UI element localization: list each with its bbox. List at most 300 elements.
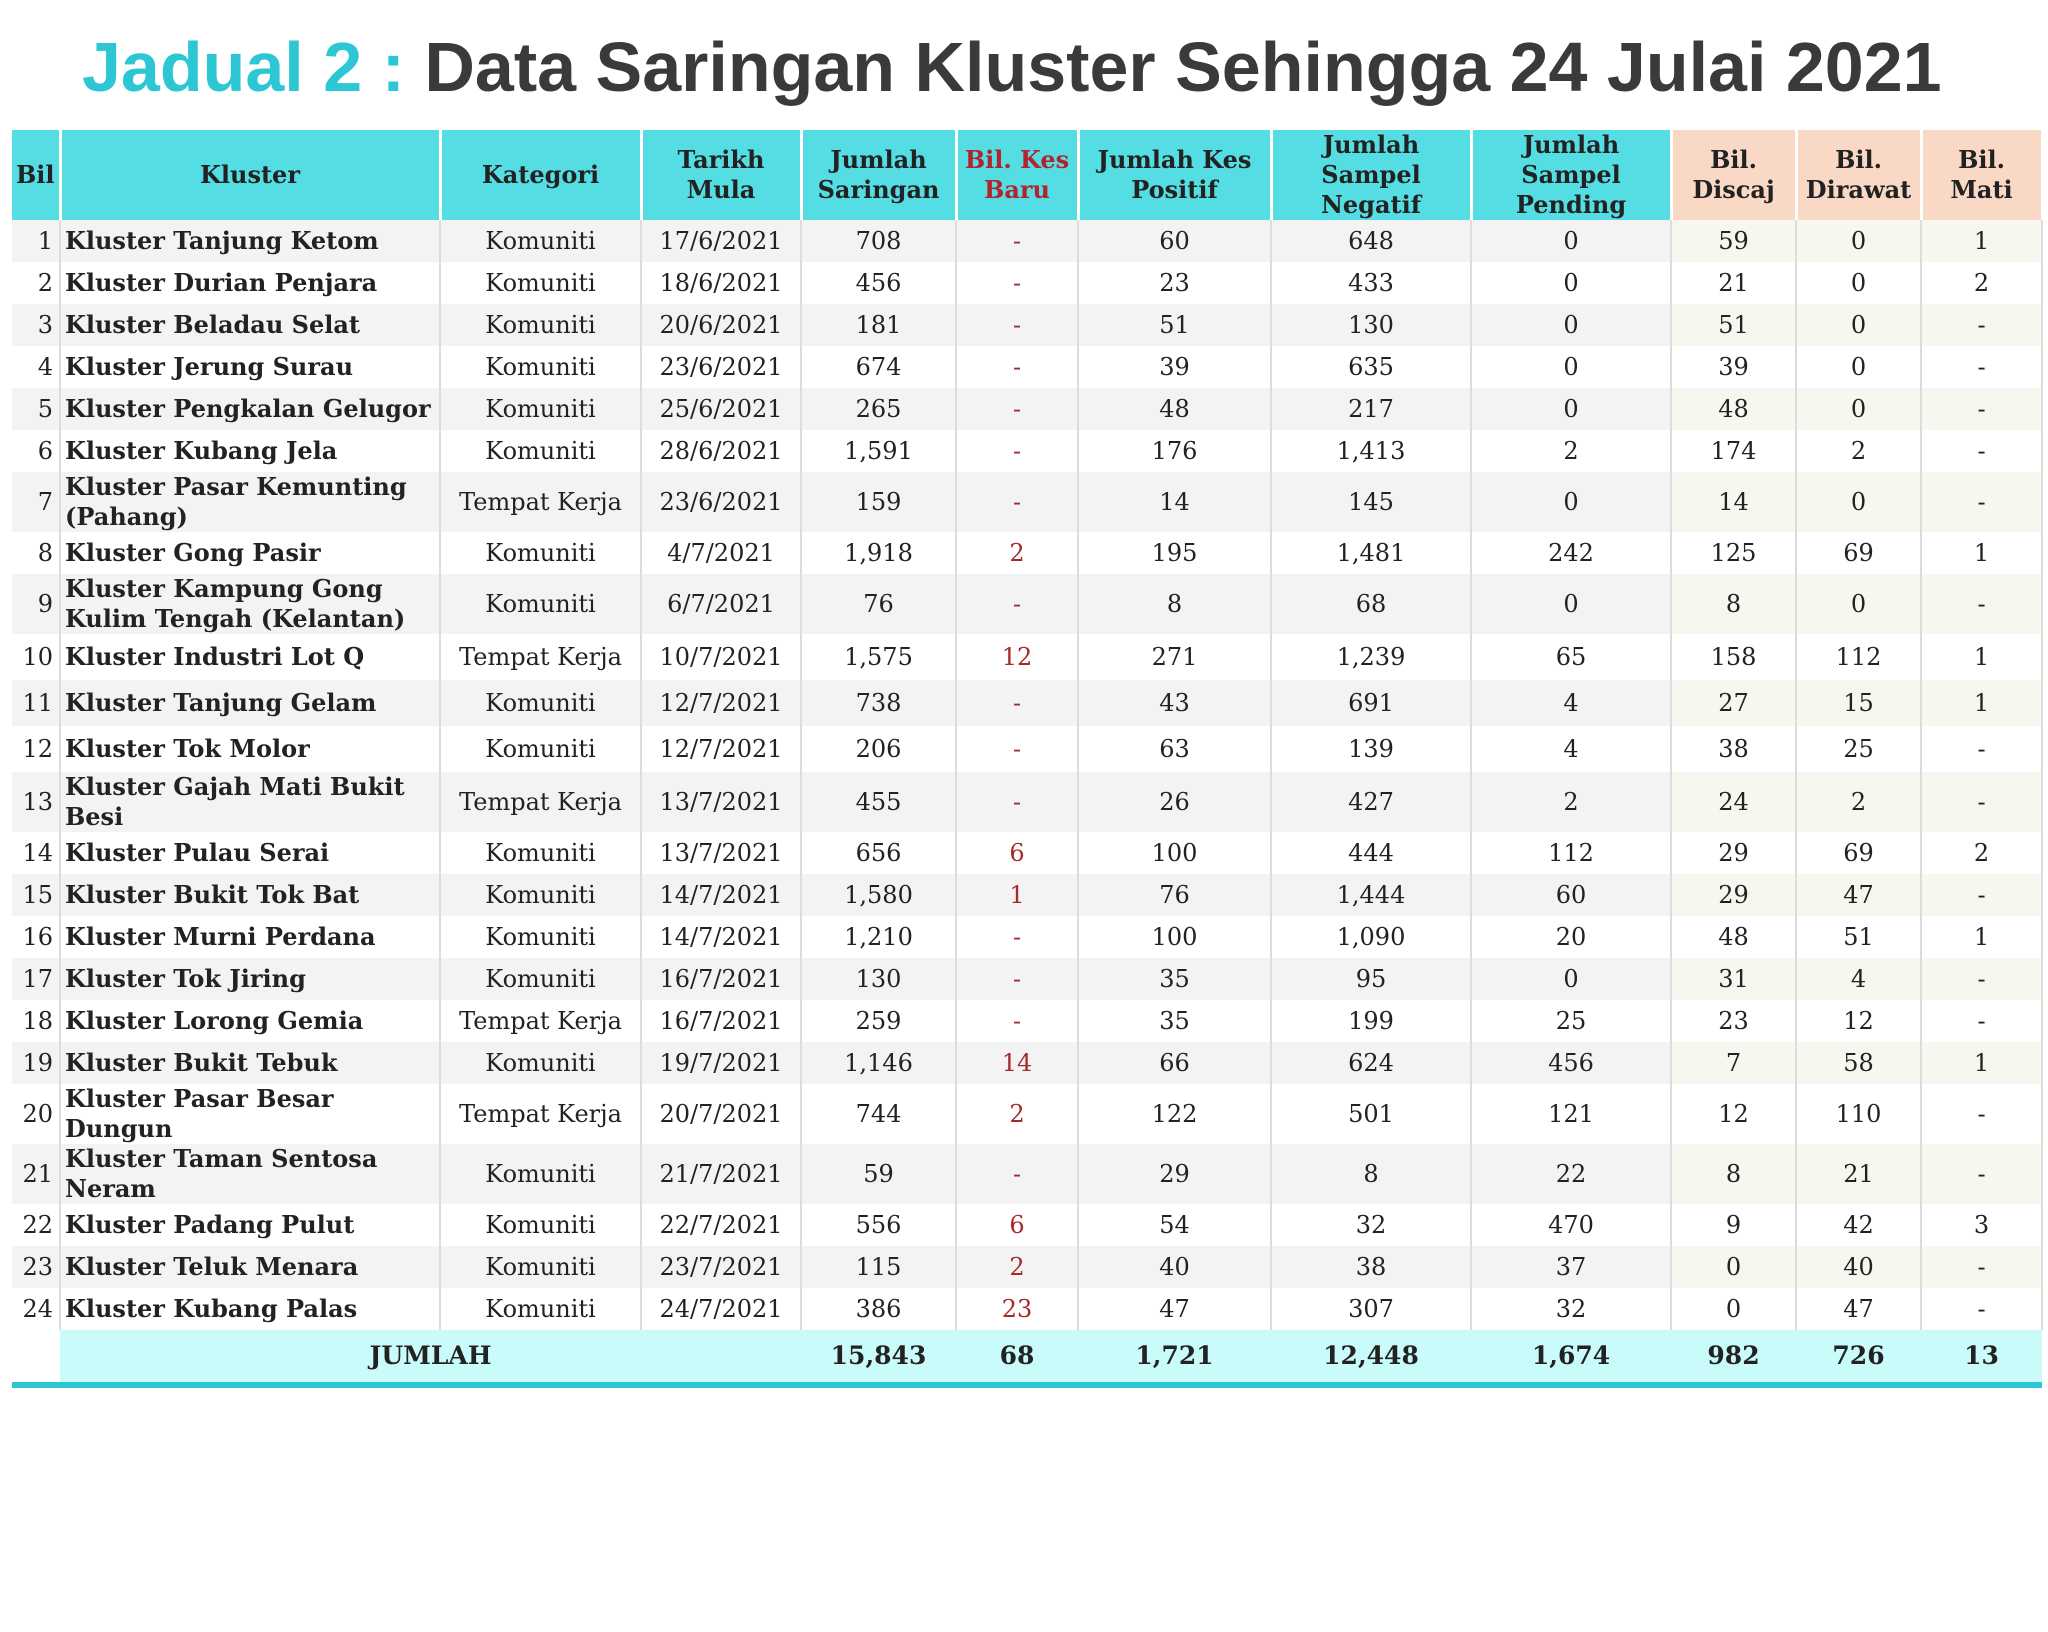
cell-bil: 22: [12, 1204, 60, 1246]
cell-jumlah-sampel-pending: 60: [1471, 874, 1671, 916]
header-row: [12, 130, 2042, 220]
cell-bil-dirawat: 2: [1796, 772, 1921, 832]
page-title: [82, 22, 1942, 112]
cell-jumlah-sampel-negatif: 217: [1271, 388, 1471, 430]
cell-jumlah-kes-positif: 76: [1078, 874, 1271, 916]
cell-bil-dirawat: 4: [1796, 958, 1921, 1000]
cell-jumlah-sampel-pending: 22: [1471, 1144, 1671, 1204]
cell-tarikh-mula: 18/6/2021: [641, 262, 801, 304]
cell-jumlah-saringan: 115: [801, 1246, 956, 1288]
cell-jumlah-kes-positif: 100: [1078, 916, 1271, 958]
total-jumlah-sampel-pending: 1,674: [1471, 1330, 1671, 1385]
cell-kluster: Kluster Tok Jiring: [60, 958, 440, 1000]
cell-bil-mati: -: [1921, 430, 2042, 472]
cell-bil: 21: [12, 1144, 60, 1204]
cell-kluster: Kluster Jerung Surau: [60, 346, 440, 388]
cell-bil: 20: [12, 1084, 60, 1144]
cell-kategori: Tempat Kerja: [440, 1000, 641, 1042]
cell-bil-mati: -: [1921, 472, 2042, 532]
cell-jumlah-saringan: 130: [801, 958, 956, 1000]
cell-tarikh-mula: 17/6/2021: [641, 220, 801, 262]
cell-bil-kes-baru: -: [956, 574, 1078, 634]
cell-bil-mati: 2: [1921, 832, 2042, 874]
cell-kategori: Komuniti: [440, 220, 641, 262]
col-header-bil-dirawat: Bil. Dirawat: [1796, 130, 1921, 220]
cell-bil-kes-baru: 2: [956, 1246, 1078, 1288]
cell-bil-dirawat: 0: [1796, 304, 1921, 346]
cell-tarikh-mula: 6/7/2021: [641, 574, 801, 634]
cell-bil: 9: [12, 574, 60, 634]
cell-jumlah-sampel-negatif: 624: [1271, 1042, 1471, 1084]
cell-tarikh-mula: 14/7/2021: [641, 874, 801, 916]
cell-jumlah-sampel-pending: 4: [1471, 726, 1671, 772]
cell-jumlah-kes-positif: 176: [1078, 430, 1271, 472]
cell-bil-dirawat: 51: [1796, 916, 1921, 958]
table-row: [12, 1084, 2042, 1144]
cell-bil: 14: [12, 832, 60, 874]
cell-kategori: Komuniti: [440, 304, 641, 346]
cell-jumlah-sampel-pending: 2: [1471, 772, 1671, 832]
cell-jumlah-sampel-pending: 0: [1471, 346, 1671, 388]
table-row: [12, 1000, 2042, 1042]
cell-jumlah-saringan: 708: [801, 220, 956, 262]
cell-bil: 19: [12, 1042, 60, 1084]
cell-tarikh-mula: 13/7/2021: [641, 832, 801, 874]
cell-bil-kes-baru: -: [956, 772, 1078, 832]
cell-jumlah-sampel-negatif: 691: [1271, 680, 1471, 726]
cluster-table: [12, 130, 2044, 1388]
cell-bil-discaj: 39: [1671, 346, 1796, 388]
cell-kluster: Kluster Durian Penjara: [60, 262, 440, 304]
cell-bil-mati: 1: [1921, 220, 2042, 262]
cell-kluster: Kluster Industri Lot Q: [60, 634, 440, 680]
cell-jumlah-sampel-pending: 25: [1471, 1000, 1671, 1042]
cell-kluster: Kluster Kubang Jela: [60, 430, 440, 472]
cell-bil: 13: [12, 772, 60, 832]
cell-bil: 12: [12, 726, 60, 772]
cell-bil-discaj: 23: [1671, 1000, 1796, 1042]
table-body: [12, 220, 2042, 1330]
cell-jumlah-sampel-pending: 242: [1471, 532, 1671, 574]
cell-jumlah-sampel-negatif: 95: [1271, 958, 1471, 1000]
cell-bil-dirawat: 2: [1796, 430, 1921, 472]
cell-kluster: Kluster Taman Sentosa Neram: [60, 1144, 440, 1204]
cell-tarikh-mula: 19/7/2021: [641, 1042, 801, 1084]
cell-jumlah-sampel-negatif: 1,481: [1271, 532, 1471, 574]
cell-bil: 18: [12, 1000, 60, 1042]
cell-jumlah-kes-positif: 39: [1078, 346, 1271, 388]
cell-bil-mati: -: [1921, 874, 2042, 916]
total-bil-mati: 13: [1921, 1330, 2042, 1385]
cell-bil-discaj: 9: [1671, 1204, 1796, 1246]
col-header-tarikh-mula: Tarikh Mula: [641, 130, 801, 220]
cell-tarikh-mula: 23/6/2021: [641, 472, 801, 532]
cell-kategori: Komuniti: [440, 388, 641, 430]
cell-kluster: Kluster Gajah Mati Bukit Besi: [60, 772, 440, 832]
cell-jumlah-sampel-negatif: 1,239: [1271, 634, 1471, 680]
cell-bil: 23: [12, 1246, 60, 1288]
col-header-bil-kes-baru: [956, 130, 1078, 220]
cell-bil-discaj: 14: [1671, 472, 1796, 532]
cell-jumlah-sampel-negatif: 501: [1271, 1084, 1471, 1144]
cell-bil: 2: [12, 262, 60, 304]
cell-jumlah-sampel-pending: 4: [1471, 680, 1671, 726]
cell-jumlah-sampel-negatif: 444: [1271, 832, 1471, 874]
cell-bil-discaj: 0: [1671, 1246, 1796, 1288]
table-row: [12, 1246, 2042, 1288]
table-row: [12, 346, 2042, 388]
cell-jumlah-sampel-pending: 0: [1471, 958, 1671, 1000]
cell-jumlah-sampel-negatif: 1,444: [1271, 874, 1471, 916]
cell-kategori: Komuniti: [440, 346, 641, 388]
cell-jumlah-sampel-negatif: 139: [1271, 726, 1471, 772]
table-row: [12, 388, 2042, 430]
cell-jumlah-kes-positif: 40: [1078, 1246, 1271, 1288]
cell-kluster: Kluster Pasar Besar Dungun: [60, 1084, 440, 1144]
cell-bil-dirawat: 69: [1796, 832, 1921, 874]
cell-bil: 1: [12, 220, 60, 262]
cell-kluster: Kluster Lorong Gemia: [60, 1000, 440, 1042]
cell-bil-discaj: 24: [1671, 772, 1796, 832]
cell-kluster: Kluster Tanjung Gelam: [60, 680, 440, 726]
cell-tarikh-mula: 21/7/2021: [641, 1144, 801, 1204]
cell-jumlah-saringan: 455: [801, 772, 956, 832]
cell-bil-dirawat: 69: [1796, 532, 1921, 574]
cell-bil-dirawat: 40: [1796, 1246, 1921, 1288]
cell-bil: 4: [12, 346, 60, 388]
cell-bil: 15: [12, 874, 60, 916]
cell-jumlah-kes-positif: 23: [1078, 262, 1271, 304]
cell-bil-mati: 1: [1921, 1042, 2042, 1084]
cell-bil-discaj: 7: [1671, 1042, 1796, 1084]
cell-jumlah-sampel-pending: 112: [1471, 832, 1671, 874]
cell-jumlah-sampel-pending: 470: [1471, 1204, 1671, 1246]
cell-tarikh-mula: 20/6/2021: [641, 304, 801, 346]
cell-jumlah-saringan: 1,918: [801, 532, 956, 574]
cell-bil-mati: 3: [1921, 1204, 2042, 1246]
cell-bil-discaj: 29: [1671, 832, 1796, 874]
cell-jumlah-sampel-pending: 0: [1471, 220, 1671, 262]
cell-jumlah-kes-positif: 48: [1078, 388, 1271, 430]
cell-tarikh-mula: 4/7/2021: [641, 532, 801, 574]
cell-tarikh-mula: 23/6/2021: [641, 346, 801, 388]
cell-bil-kes-baru: 2: [956, 1084, 1078, 1144]
cell-kluster: Kluster Teluk Menara: [60, 1246, 440, 1288]
cell-jumlah-saringan: 386: [801, 1288, 956, 1330]
table-row: [12, 916, 2042, 958]
cell-kluster: Kluster Gong Pasir: [60, 532, 440, 574]
cell-bil-discaj: 38: [1671, 726, 1796, 772]
cell-kluster: Kluster Tanjung Ketom: [60, 220, 440, 262]
cell-tarikh-mula: 14/7/2021: [641, 916, 801, 958]
cell-bil-mati: -: [1921, 958, 2042, 1000]
cell-jumlah-saringan: 59: [801, 1144, 956, 1204]
cell-jumlah-sampel-pending: 0: [1471, 304, 1671, 346]
cell-bil-dirawat: 0: [1796, 472, 1921, 532]
cell-jumlah-sampel-negatif: 145: [1271, 472, 1471, 532]
cell-kategori: Komuniti: [440, 532, 641, 574]
cell-bil-mati: 1: [1921, 680, 2042, 726]
cell-bil-mati: -: [1921, 1084, 2042, 1144]
cell-jumlah-sampel-pending: 20: [1471, 916, 1671, 958]
cell-jumlah-saringan: 1,210: [801, 916, 956, 958]
cell-jumlah-sampel-negatif: 8: [1271, 1144, 1471, 1204]
cell-kluster: Kluster Pulau Serai: [60, 832, 440, 874]
cell-jumlah-kes-positif: 122: [1078, 1084, 1271, 1144]
cell-jumlah-saringan: 181: [801, 304, 956, 346]
cell-bil-kes-baru: 2: [956, 532, 1078, 574]
cell-kluster: Kluster Kampung Gong Kulim Tengah (Kelantan): [60, 574, 440, 634]
col-header-kategori: Kategori: [440, 130, 641, 220]
cell-jumlah-kes-positif: 29: [1078, 1144, 1271, 1204]
cell-jumlah-sampel-negatif: 68: [1271, 574, 1471, 634]
cell-jumlah-kes-positif: 14: [1078, 472, 1271, 532]
cell-bil-kes-baru: -: [956, 388, 1078, 430]
cell-tarikh-mula: 22/7/2021: [641, 1204, 801, 1246]
cell-jumlah-saringan: 674: [801, 346, 956, 388]
total-bil-kes-baru: 68: [956, 1330, 1078, 1385]
cell-kategori: Komuniti: [440, 1288, 641, 1330]
cell-bil-dirawat: 110: [1796, 1084, 1921, 1144]
cell-bil-discaj: 174: [1671, 430, 1796, 472]
cell-jumlah-sampel-pending: 37: [1471, 1246, 1671, 1288]
cell-bil-discaj: 51: [1671, 304, 1796, 346]
cell-bil-kes-baru: 12: [956, 634, 1078, 680]
cell-jumlah-saringan: 76: [801, 574, 956, 634]
cell-tarikh-mula: 16/7/2021: [641, 958, 801, 1000]
cell-bil-discaj: 8: [1671, 574, 1796, 634]
cell-bil: 7: [12, 472, 60, 532]
cell-tarikh-mula: 16/7/2021: [641, 1000, 801, 1042]
cell-bil-discaj: 158: [1671, 634, 1796, 680]
cell-bil-kes-baru: -: [956, 726, 1078, 772]
cell-kategori: Komuniti: [440, 1042, 641, 1084]
cell-bil-discaj: 21: [1671, 262, 1796, 304]
table-row: [12, 726, 2042, 772]
cell-bil-kes-baru: 6: [956, 1204, 1078, 1246]
cell-bil-kes-baru: -: [956, 262, 1078, 304]
col-header-kluster: Kluster: [60, 130, 440, 220]
col-header-bil: Bil: [12, 130, 60, 220]
cell-jumlah-kes-positif: 195: [1078, 532, 1271, 574]
cell-bil-mati: -: [1921, 772, 2042, 832]
cell-jumlah-saringan: 656: [801, 832, 956, 874]
cell-bil-kes-baru: 6: [956, 832, 1078, 874]
cell-jumlah-sampel-pending: 65: [1471, 634, 1671, 680]
cell-bil-dirawat: 0: [1796, 388, 1921, 430]
cell-jumlah-kes-positif: 66: [1078, 1042, 1271, 1084]
cell-bil-mati: -: [1921, 1144, 2042, 1204]
cell-jumlah-saringan: 265: [801, 388, 956, 430]
cell-jumlah-sampel-negatif: 1,090: [1271, 916, 1471, 958]
total-jumlah-kes-positif: 1,721: [1078, 1330, 1271, 1385]
cell-jumlah-saringan: 1,146: [801, 1042, 956, 1084]
cell-jumlah-sampel-pending: 121: [1471, 1084, 1671, 1144]
table-row: [12, 832, 2042, 874]
cell-bil-mati: -: [1921, 304, 2042, 346]
cell-bil-discaj: 48: [1671, 916, 1796, 958]
cell-bil-dirawat: 112: [1796, 634, 1921, 680]
cell-jumlah-saringan: 1,580: [801, 874, 956, 916]
cell-kategori: Komuniti: [440, 874, 641, 916]
total-jumlah-saringan: 15,843: [801, 1330, 956, 1385]
total-bil-dirawat: 726: [1796, 1330, 1921, 1385]
table-row: [12, 1042, 2042, 1084]
cell-jumlah-kes-positif: 100: [1078, 832, 1271, 874]
cell-jumlah-sampel-pending: 32: [1471, 1288, 1671, 1330]
cell-kluster: Kluster Pasar Kemunting (Pahang): [60, 472, 440, 532]
cell-kategori: Komuniti: [440, 1246, 641, 1288]
cell-bil-discaj: 59: [1671, 220, 1796, 262]
cell-jumlah-kes-positif: 26: [1078, 772, 1271, 832]
cell-bil: 10: [12, 634, 60, 680]
cell-jumlah-sampel-negatif: 648: [1271, 220, 1471, 262]
cell-kluster: Kluster Beladau Selat: [60, 304, 440, 346]
cell-jumlah-kes-positif: 271: [1078, 634, 1271, 680]
cell-kategori: Komuniti: [440, 958, 641, 1000]
col-header-bil-discaj: Bil. Discaj: [1671, 130, 1796, 220]
total-bil-discaj: 982: [1671, 1330, 1796, 1385]
total-jumlah-sampel-negatif: 12,448: [1271, 1330, 1471, 1385]
table-row: [12, 634, 2042, 680]
cell-bil: 24: [12, 1288, 60, 1330]
cell-bil-kes-baru: -: [956, 304, 1078, 346]
cell-tarikh-mula: 12/7/2021: [641, 726, 801, 772]
cell-jumlah-kes-positif: 60: [1078, 220, 1271, 262]
cell-jumlah-sampel-pending: 0: [1471, 574, 1671, 634]
table-row: [12, 262, 2042, 304]
table-row: [12, 472, 2042, 532]
cell-jumlah-kes-positif: 54: [1078, 1204, 1271, 1246]
cell-bil-discaj: 27: [1671, 680, 1796, 726]
cell-jumlah-sampel-negatif: 199: [1271, 1000, 1471, 1042]
cell-jumlah-sampel-negatif: 433: [1271, 262, 1471, 304]
cell-bil-mati: -: [1921, 726, 2042, 772]
cell-bil-dirawat: 42: [1796, 1204, 1921, 1246]
col-header-jumlah-saringan: Jumlah Saringan: [801, 130, 956, 220]
cell-jumlah-kes-positif: 63: [1078, 726, 1271, 772]
table-row: [12, 304, 2042, 346]
cell-bil-mati: 1: [1921, 634, 2042, 680]
cell-bil: 11: [12, 680, 60, 726]
table-row: [12, 1144, 2042, 1204]
cell-kategori: Komuniti: [440, 832, 641, 874]
cell-kluster: Kluster Bukit Tok Bat: [60, 874, 440, 916]
cell-bil-discaj: 0: [1671, 1288, 1796, 1330]
cell-bil-discaj: 48: [1671, 388, 1796, 430]
cell-bil-kes-baru: -: [956, 916, 1078, 958]
cell-bil-kes-baru: -: [956, 680, 1078, 726]
cell-bil-mati: -: [1921, 574, 2042, 634]
cell-kategori: Tempat Kerja: [440, 772, 641, 832]
cell-bil-mati: -: [1921, 1246, 2042, 1288]
cell-jumlah-sampel-negatif: 427: [1271, 772, 1471, 832]
cell-jumlah-sampel-pending: 2: [1471, 430, 1671, 472]
cell-bil: 3: [12, 304, 60, 346]
cell-kluster: Kluster Kubang Palas: [60, 1288, 440, 1330]
table-row: [12, 532, 2042, 574]
title-prefix: Jadual 2 :: [82, 28, 405, 106]
cell-jumlah-sampel-negatif: 32: [1271, 1204, 1471, 1246]
cell-bil-kes-baru: 1: [956, 874, 1078, 916]
cell-kluster: Kluster Bukit Tebuk: [60, 1042, 440, 1084]
cell-jumlah-sampel-negatif: 1,413: [1271, 430, 1471, 472]
table-row: [12, 430, 2042, 472]
table-row: [12, 772, 2042, 832]
cell-bil-kes-baru: -: [956, 220, 1078, 262]
cell-jumlah-saringan: 159: [801, 472, 956, 532]
table-row: [12, 958, 2042, 1000]
cell-bil-dirawat: 47: [1796, 874, 1921, 916]
cell-bil: 17: [12, 958, 60, 1000]
cell-kategori: Komuniti: [440, 1144, 641, 1204]
cell-jumlah-saringan: 744: [801, 1084, 956, 1144]
cell-bil: 6: [12, 430, 60, 472]
cell-kategori: Komuniti: [440, 262, 641, 304]
cell-bil-dirawat: 0: [1796, 346, 1921, 388]
cell-bil-kes-baru: 14: [956, 1042, 1078, 1084]
cell-kategori: Tempat Kerja: [440, 634, 641, 680]
cell-tarikh-mula: 24/7/2021: [641, 1288, 801, 1330]
cell-bil-dirawat: 47: [1796, 1288, 1921, 1330]
cell-bil-kes-baru: -: [956, 472, 1078, 532]
cell-bil-mati: -: [1921, 1000, 2042, 1042]
cell-bil-kes-baru: -: [956, 430, 1078, 472]
col-header-jumlah-sampel-negatif: Jumlah Sampel Negatif: [1271, 130, 1471, 220]
cell-tarikh-mula: 28/6/2021: [641, 430, 801, 472]
col-header-jumlah-sampel-pending: Jumlah Sampel Pending: [1471, 130, 1671, 220]
table-row: [12, 1204, 2042, 1246]
cell-bil-dirawat: 0: [1796, 262, 1921, 304]
title-main: Data Saringan Kluster Sehingga 24 Julai 2021: [424, 28, 1942, 106]
table-row: [12, 574, 2042, 634]
cell-jumlah-sampel-pending: 456: [1471, 1042, 1671, 1084]
cell-bil-discaj: 29: [1671, 874, 1796, 916]
cell-bil-kes-baru: -: [956, 1144, 1078, 1204]
total-label: JUMLAH: [60, 1330, 801, 1385]
cell-jumlah-sampel-pending: 0: [1471, 388, 1671, 430]
cell-jumlah-saringan: 556: [801, 1204, 956, 1246]
cell-jumlah-saringan: 738: [801, 680, 956, 726]
col-header-bil-kes-baru-label: Bil. Kes Baru: [964, 145, 1070, 204]
cell-jumlah-kes-positif: 8: [1078, 574, 1271, 634]
cell-bil-dirawat: 25: [1796, 726, 1921, 772]
cell-bil: 8: [12, 532, 60, 574]
cell-bil-dirawat: 12: [1796, 1000, 1921, 1042]
cell-bil-mati: 1: [1921, 916, 2042, 958]
cell-kluster: Kluster Tok Molor: [60, 726, 440, 772]
cell-jumlah-kes-positif: 35: [1078, 1000, 1271, 1042]
cell-jumlah-kes-positif: 35: [1078, 958, 1271, 1000]
cell-tarikh-mula: 20/7/2021: [641, 1084, 801, 1144]
cell-jumlah-sampel-negatif: 307: [1271, 1288, 1471, 1330]
cell-bil-dirawat: 0: [1796, 220, 1921, 262]
cell-kategori: Komuniti: [440, 1204, 641, 1246]
cell-jumlah-sampel-negatif: 130: [1271, 304, 1471, 346]
cell-jumlah-sampel-negatif: 38: [1271, 1246, 1471, 1288]
cell-bil: 16: [12, 916, 60, 958]
cell-tarikh-mula: 23/7/2021: [641, 1246, 801, 1288]
cell-kategori: Komuniti: [440, 726, 641, 772]
cell-jumlah-saringan: 206: [801, 726, 956, 772]
cell-tarikh-mula: 12/7/2021: [641, 680, 801, 726]
col-header-bil-mati: Bil. Mati: [1921, 130, 2042, 220]
col-header-jumlah-kes-positif: Jumlah Kes Positif: [1078, 130, 1271, 220]
cell-bil-kes-baru: -: [956, 346, 1078, 388]
cell-tarikh-mula: 10/7/2021: [641, 634, 801, 680]
cell-bil-dirawat: 0: [1796, 574, 1921, 634]
cell-bil-dirawat: 21: [1796, 1144, 1921, 1204]
